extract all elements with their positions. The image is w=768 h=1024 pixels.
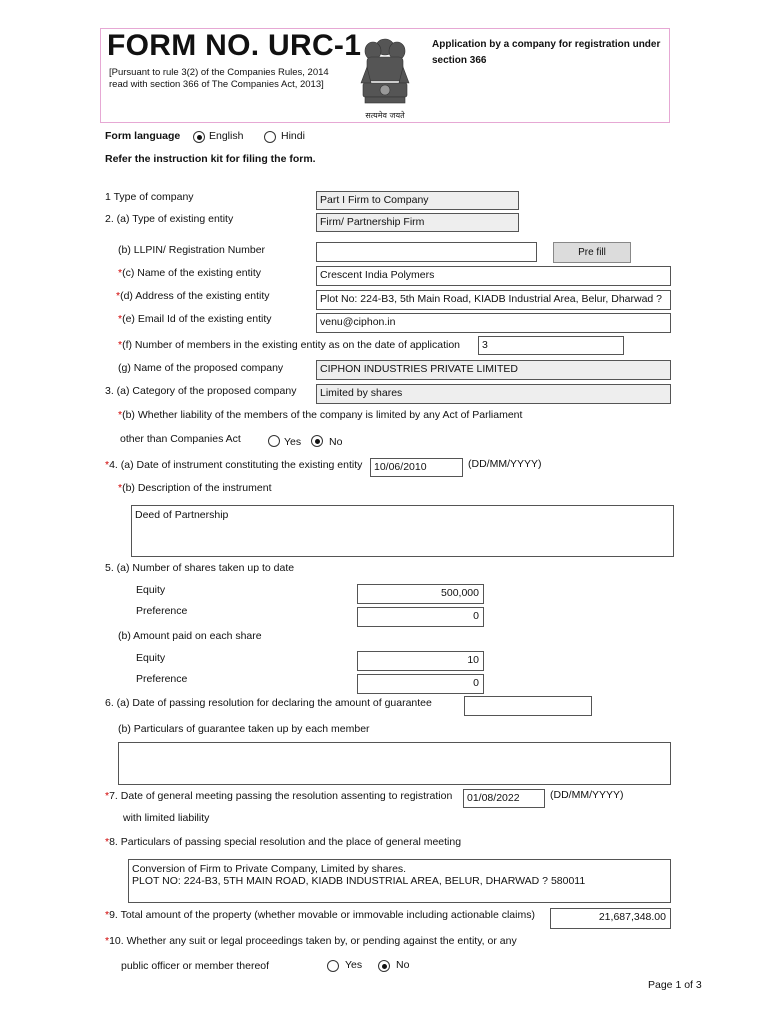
q2g-label: (g) Name of the proposed company bbox=[118, 362, 284, 374]
national-emblem-icon bbox=[353, 31, 417, 123]
q2a-label: 2. (a) Type of existing entity bbox=[105, 213, 234, 225]
page-number: Page 1 of 3 bbox=[648, 979, 702, 991]
legal-proceedings-yes-radio[interactable] bbox=[327, 960, 339, 972]
number-of-members-field[interactable]: 3 bbox=[478, 336, 624, 355]
existing-entity-type-field[interactable]: Firm/ Partnership Firm bbox=[316, 213, 519, 232]
q2d-label: *(d) Address of the existing entity bbox=[116, 290, 270, 302]
q5a-label: 5. (a) Number of shares taken up to date bbox=[105, 562, 295, 574]
existing-entity-name-field[interactable]: Crescent India Polymers bbox=[316, 266, 671, 286]
q4b-label: *(b) Description of the instrument bbox=[118, 482, 272, 494]
proposed-company-name-field[interactable]: CIPHON INDUSTRIES PRIVATE LIMITED bbox=[316, 360, 671, 380]
legal-proceedings-no-label: No bbox=[396, 959, 410, 971]
q5a-preference-label: Preference bbox=[136, 605, 188, 617]
instrument-date-field[interactable]: 10/06/2010 bbox=[370, 458, 463, 477]
llpin-registration-input[interactable] bbox=[316, 242, 537, 262]
q2f-label: *(f) Number of members in the existing entity as on the date of application bbox=[118, 339, 461, 351]
q3a-label: 3. (a) Category of the proposed company bbox=[105, 385, 297, 397]
emblem-caption: सत्यमेव जयते bbox=[365, 111, 405, 120]
liability-no-label: No bbox=[329, 436, 343, 448]
shares-equity-field[interactable]: 500,000 bbox=[357, 584, 484, 604]
language-hindi-radio[interactable] bbox=[264, 131, 276, 143]
pursuant-text: [Pursuant to rule 3(2) of the Companies Rules, 2014 read with section 366 of The Companies Act, 2013] bbox=[109, 67, 329, 90]
q7-label-continued: with limited liability bbox=[123, 812, 210, 824]
q8-label: *8. Particulars of passing special resolution and the place of general meeting bbox=[105, 836, 462, 848]
shares-preference-field[interactable]: 0 bbox=[357, 607, 484, 627]
q4a-label: *4. (a) Date of instrument constituting the existing entity bbox=[105, 459, 363, 471]
liability-yes-radio[interactable] bbox=[268, 435, 280, 447]
general-meeting-date-field[interactable]: 01/08/2022 bbox=[463, 789, 545, 808]
instrument-description-field[interactable]: Deed of Partnership bbox=[131, 505, 674, 557]
legal-proceedings-no-radio[interactable] bbox=[378, 960, 390, 972]
q9-label: *9. Total amount of the property (whether movable or immovable including actionable claims) bbox=[105, 909, 535, 921]
legal-proceedings-yes-label: Yes bbox=[345, 959, 363, 971]
form-header bbox=[100, 28, 670, 123]
special-resolution-line-2: PLOT NO: 224-B3, 5TH MAIN ROAD, KIADB INDUSTRIAL AREA, BELUR, DHARWAD ? 580011 bbox=[132, 875, 586, 887]
q7-label: *7. Date of general meeting passing the resolution assenting to registration bbox=[105, 790, 453, 802]
guarantee-particulars-field[interactable] bbox=[118, 742, 671, 785]
total-property-amount-field[interactable]: 21,687,348.00 bbox=[550, 908, 671, 929]
q2b-label: (b) LLPIN/ Registration Number bbox=[118, 244, 266, 256]
form-title: FORM NO. URC-1 bbox=[107, 29, 362, 62]
proposed-company-category-field[interactable]: Limited by shares bbox=[316, 384, 671, 404]
amount-preference-field[interactable]: 0 bbox=[357, 674, 484, 694]
prefill-button[interactable]: Pre fill bbox=[553, 242, 631, 263]
q2e-label: *(e) Email Id of the existing entity bbox=[118, 313, 272, 325]
existing-entity-email-field[interactable]: venu@ciphon.in bbox=[316, 313, 671, 333]
special-resolution-particulars-field[interactable] bbox=[128, 859, 671, 903]
q10-label-continued: public officer or member thereof bbox=[121, 960, 270, 972]
q6a-label: 6. (a) Date of passing resolution for declaring the amount of guarantee bbox=[105, 697, 432, 709]
q5b-preference-label: Preference bbox=[136, 673, 188, 685]
guarantee-resolution-date-field[interactable] bbox=[464, 696, 592, 716]
q2c-label: *(c) Name of the existing entity bbox=[118, 267, 261, 279]
language-english-radio[interactable] bbox=[193, 131, 205, 143]
q5a-equity-label: Equity bbox=[136, 584, 166, 596]
liability-no-radio[interactable] bbox=[311, 435, 323, 447]
q7-date-format: (DD/MM/YYYY) bbox=[550, 789, 624, 801]
q10-label: *10. Whether any suit or legal proceedings taken by, or pending against the entity, or any bbox=[105, 935, 517, 947]
existing-entity-address-field[interactable]: Plot No: 224-B3, 5th Main Road, KIADB Industrial Area, Belur, Dharwad ? bbox=[316, 290, 671, 310]
instruction-text: Refer the instruction kit for filing the form. bbox=[105, 153, 316, 165]
form-language-label: Form language bbox=[105, 130, 181, 142]
q3b-label: *(b) Whether liability of the members of the company is limited by any Act of Parliament bbox=[118, 409, 523, 421]
liability-yes-label: Yes bbox=[284, 436, 302, 448]
q5b-equity-label: Equity bbox=[136, 652, 166, 664]
q4a-date-format: (DD/MM/YYYY) bbox=[468, 458, 542, 470]
q5b-label: (b) Amount paid on each share bbox=[118, 630, 262, 642]
language-english-label: English bbox=[209, 130, 244, 142]
language-hindi-label: Hindi bbox=[281, 130, 305, 142]
q1-label: 1 Type of company bbox=[105, 191, 194, 203]
amount-equity-field[interactable]: 10 bbox=[357, 651, 484, 671]
application-title: Application by a company for registration under section 366 bbox=[432, 39, 661, 66]
type-of-company-field[interactable]: Part I Firm to Company bbox=[316, 191, 519, 210]
special-resolution-line-1: Conversion of Firm to Private Company, Limited by shares. bbox=[132, 863, 407, 875]
q3b-label-continued: other than Companies Act bbox=[120, 433, 241, 445]
q6b-label: (b) Particulars of guarantee taken up by each member bbox=[118, 723, 370, 735]
